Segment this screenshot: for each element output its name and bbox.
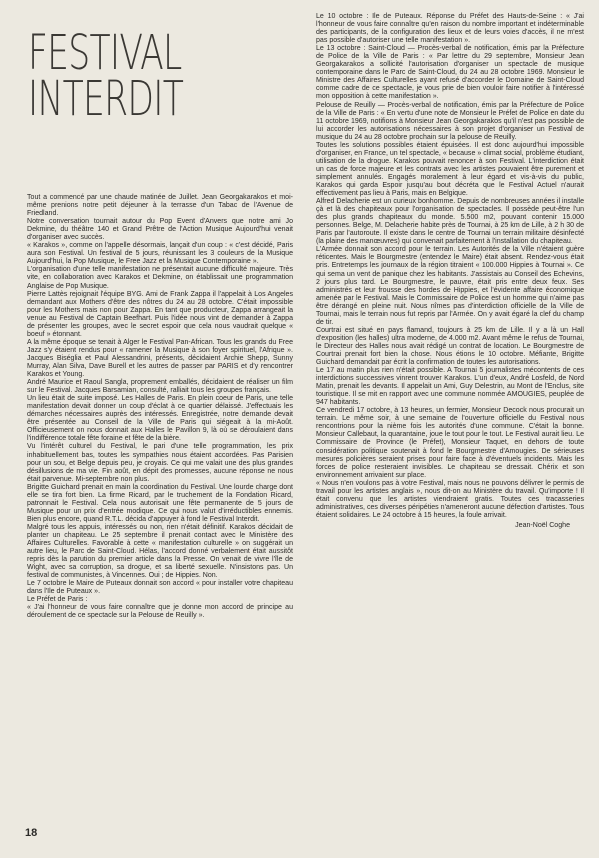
paragraph: Vu l'intérêt culturel du Festival, le pari d'une telle programmation, les prix inhabituellement bas, toutes les sympathies nous étaient accordées. Pas Parisien pour un sou, et Belge depuis peu, je croyais. Ce qui me valait une des plus grandes désillusions de ma vie. Fin août, en dépit des promesses, aucune réponse ne nous était parvenue. Mi-septembre non plus. — [27, 443, 293, 483]
paragraph: Ce vendredi 17 octobre, à 13 heures, un fermier, Monsieur Decock nous procurait un terrain. Le même soir, à une semaine de l'ouverture officielle du Festival nous rencontrions pour la nième fois les autorités d'une commune. C'était la bonne. Monsieur Callebaut, la quarantaine, joue le tout pour le tout. Le Festival aurait lieu. Le Commissaire de Province (le Préfet), Monsieur Taquet, en dehors de toute considération politique soutenait à fond le Bourgmestre d'Amougies. De sérieuses mesures policières seraient prises pour faire face à d'éventuels incidents. Mais les forces de police resteraient invisibles. Le chapiteau se dressait. Chérix et son environnement arrivaient sur place. — [316, 407, 584, 479]
paragraph: Le 10 octobre : Ile de Puteaux. Réponse du Préfet des Hauts-de-Seine : « J'ai l'honneur de vous faire connaître qu'en raison du nombre important et indéterminable des participants, de la configuration des lieux et de leurs voies d'accès, il ne m'est pas possible d'autoriser une telle manifestation ». — [316, 13, 584, 45]
paragraph: L'Armée donnait son accord pour le terrain. Les Autorités de la Ville n'étaient guère réticentes. Mais le Bourgmestre (entendez le Maire) était absent. Rendez-vous était pris. Entretemps les journaux de la région titraient « 100.000 Hippies à Tournai ». Ce qui sema un vent de panique chez les habitants. J'assistais au Conseil des Echevins, 2 jours plus tard. Le Bourgmestre, le pauvre, était pris entre deux feux. Ses administrés et leur frousse des hordes de Hippies, et l'évidente affaire économique amenée par le Festival. Mais le Commissaire de Police est un homme qui n'aime pas être dérangé en pleine nuit. Nous nîmes pas d'interdiction officielle de la Ville de Tournai, mais le terrain nous fut repris par l'Armée. On y avait égaré la clef du champ de tir. — [316, 246, 584, 326]
paragraph: Tout a commencé par une chaude matinée de Juillet. Jean Georgakarakos et moi-même prenions notre petit déjeuner à la terrasse d'un Tabac de l'Avenue de Friedland. — [27, 194, 293, 218]
paragraph: « Nous n'en voulons pas à votre Festival, mais nous ne pouvons délivrer le permis de travail pour les artistes anglais », nous dit-on au Ministère du travail. Qu'importe ! Il était convenu que les artistes viendraient gratis. Toutes ces tracasseries administratives, ces diverses péripéties n'ameneront aucune défection d'artistes. Tous étaient solidaires. Le 24 octobre à 15 heures, la foule arrivait. — [316, 479, 584, 519]
paragraph: Le Préfet de Paris : — [27, 596, 88, 604]
paragraph: Un lieu était de suite imposé. Les Halles de Paris. En plein coeur de Paris, une telle manifestation devait donner un coup d'éclat à ce quartier délaissé. J'effectuais les démarches nécessaires auprès des intéressés. Enregistrée, notre demande devait être présentée au Conseil de la Ville de Paris qui siégeait à la mi-Août. Officieusement on nous donnait aux Halles le Pavillon 9, là où se déroulaient dans l'indifférence totale fête foraine et fête de la bière. — [27, 395, 293, 443]
paragraph: Courtrai est situé en pays flamand, toujours à 25 km de Lille. Il y a là un Hall d'exposition (les halles) ultra moderne, de 4.000 m2. Avant même le refus de Tournai, le Directeur des Halles nous avait rédigé un contrat de location. Le Bourgmestre de Courtrai prenait fort bien la chose. Nous étions le 10 octobre. Méfiante, Brigitte Guichard demandait par écrit la confirmation de toutes les autorisations. — [316, 326, 584, 367]
paragraph: Malgré tous les appuis, intéressés ou non, rien n'était définitif. Karakos décidait de planter un chapiteau. Le 25 septembre il prenait contact avec le Ministère des Affaires Culturelles. Favorable à cette « manifestation culturelle » on suggérait un autre lieu, le Parc de Saint-Cloud. Hélas, l'accord donné verbalement était aussitôt repris dès la parution du premier article dans la Presse. On venait de vivre l'île de Wight, avec sa corruption, sa drogue, et sa liberté sexuelle. N'insistons pas. Un festival de communistes, à Vincennes. Oui ; de Hippies. Non. — [27, 523, 293, 580]
author-signature: Jean-Noël Coghe — [515, 521, 570, 529]
paragraph: « J'ai l'honneur de vous faire connaître que je donne mon accord de principe au déroulement de ce spectacle sur la Pelouse de Reuilly ». — [27, 604, 293, 620]
title-line-1: FESTIVAL — [28, 25, 182, 81]
paragraph: Le 13 octobre : Saint-Cloud — Procès-verbal de notification, émis par la Préfecture de Police de la Ville de Paris : « Par lettre du 29 septembre, Monsieur Jean Georgakarakos a sollicité l'autorisation d'organiser un spectacle de musique contemporaine dans le Parc de Saint-Cloud, du 24 au 28 octobre 1969. Monsieur le Ministre des Affaires Culturelles ayant refusé d'accorder le Domaine de Saint-Cloud comme cadre de ce spectacle, je vous prie de bien vouloir faire notifier à l'intéressé mon opposition à cette manifestation ». — [316, 45, 584, 101]
article-title — [28, 25, 316, 127]
paragraph: « Karakos », comme on l'appelle désormais, lançait d'un coup : « c'est décidé, Paris aura son Festival. Un festival de 5 jours, réunissant les 3 couleurs de la Musique Aujourd'hui, la Pop Musique, le Free Jazz et la Musique Contemporaine ». — [27, 242, 293, 266]
paragraph: L'organisation d'une telle manifestation ne présentait aucune difficulté majeure. Très vite, en collaboration avec Karakos et Dekmine, on établissait une programmation Anglaise de Pop Musique. — [27, 266, 293, 290]
title-line-2: INTERDIT — [28, 71, 184, 127]
paragraph: Le 7 octobre le Maire de Puteaux donnait son accord « pour installer votre chapiteau dans l'Ile de Puteaux ». — [27, 580, 293, 596]
page-number: 18 — [25, 827, 38, 839]
paragraph: Le 17 au matin plus rien n'était possible. A Tournai 5 journalistes mécontents de ces interdictions successives vinrent trouver Karakos. L'un d'eux, André Losfeld, de Nord Matin, prenait les devants. Il appelait un Ami, Guy Delestrin, au Mont de l'Enclus, site touristique. Il se mit en rapport avec une commune nommée AMOUGIES, peuplée de 947 habitants. — [316, 367, 584, 407]
right-column — [316, 13, 584, 530]
paragraph: André Maurice et Raoul Sangla, proprement emballés, décidaient de réaliser un film sur le Festival. Jacques Barsamian, consulté, ralliait tous les groupes français. — [27, 379, 293, 395]
left-column — [27, 194, 293, 620]
paragraph: Toutes les solutions possibles étaient épuisées. Il est donc aujourd'hui impossible d'organiser, en France, un tel spectacle, « because » climat social, problème étudiant, utilisation de la drogue. Karakos pouvait renoncer à son Festival. L'interdiction était un cas de force majeure et les contrats avec les artistes pouvaient être purement et simplement annulés. Engagés moralement à leur égard et vis-à-vis du public, Karakos qui garda Espoir jusqu'au bout décréta que le Festival Actuel n'aurait effectivement pas lieu à Paris, mais en Belgique. — [316, 141, 584, 198]
paragraph: A la même époque se tenait à Alger le Festival Pan-African. Tous les grands du Free Jazz s'y étaient rendus pour « ramener la Musique à son foyer spirituel, l'Afrique ». Jacques Biséglia et Paul Alessandrini, présents, décidaient Archie Shepp, Sunny Murray, Alan Silva, Dave Burell et les autres de passer par PARIS et d'y rencontrer Karakos et Young. — [27, 338, 293, 379]
paragraph: Pelouse de Reuilly — Procès-verbal de notification, émis par la Préfecture de Police de la Ville de Paris : « En vertu d'une note de Monsieur le Préfet de Police en date du 11 octobre 1969, notifions à Monsieur Jean Georgakarakos qu'il n'est pas possible de lui accorder les autorisations nécessaires à son projet d'organiser un Festival de musique du 24 au 28 octobre prochain sur la pelouse de Reuilly. — [316, 101, 584, 141]
paragraph: Notre conversation tournait autour du Pop Event d'Anvers que notre ami Jo Dekmine, du théâtre 140 et Grand Prêtre de l'Action Musique Aujourd'hui venait d'organiser avec succès. — [27, 218, 293, 242]
paragraph: Brigitte Guichard prenait en main la coordination du Festival. Une lourde charge dont elle se tira fort bien. La firme Ricard, par le truchement de la Fondation Ricard, patronnait le Festival. Cela nous autorisait une fête permanente de 5 jours de Musique pour un prix d'entrée modique. Ce qui nous valut d'irréductibles ennemis. Bien plus encore, quand R.T.L. décida d'appuyer à fond le Festival Interdit. — [27, 483, 293, 523]
paragraph: Pierre Lattès rejoignait l'équipe BYG. Ami de Frank Zappa il l'appelait à Los Angeles demandant aux Mothers d'être des nôtres du 24 au 28 octobre. C'était impossible pour les Mothers mais non pour Zappa. En tant que producteur, Zappa arrangeait la venue au Festival de Captain Beefhart. Puis l'idée nous vint de demander à Zappa de présenter les groupes, avec le secret espoir que cela nous vaudrait quelque « boeuf » étonnant. — [27, 290, 293, 338]
paragraph: Alfred Delacherie est un curieux bonhomme. Depuis de nombreuses années il installe çà et là des chapiteaux pour l'organisation de spectacles. Il possède peut-être l'un des plus grands chapiteaux du monde. 5.500 m2, pouvant contenir 15.000 personnes. Belge, M. Delacherie habite près de Tournai, à 25 km de Lille, à 2 h 30 de Paris par l'autoroute. Il existe dans le centre de Tournai un terrain militaire désinfecté (la plaine des manœuvres) qui convenait parfaitement à l'installation du chapiteau. — [316, 198, 584, 246]
